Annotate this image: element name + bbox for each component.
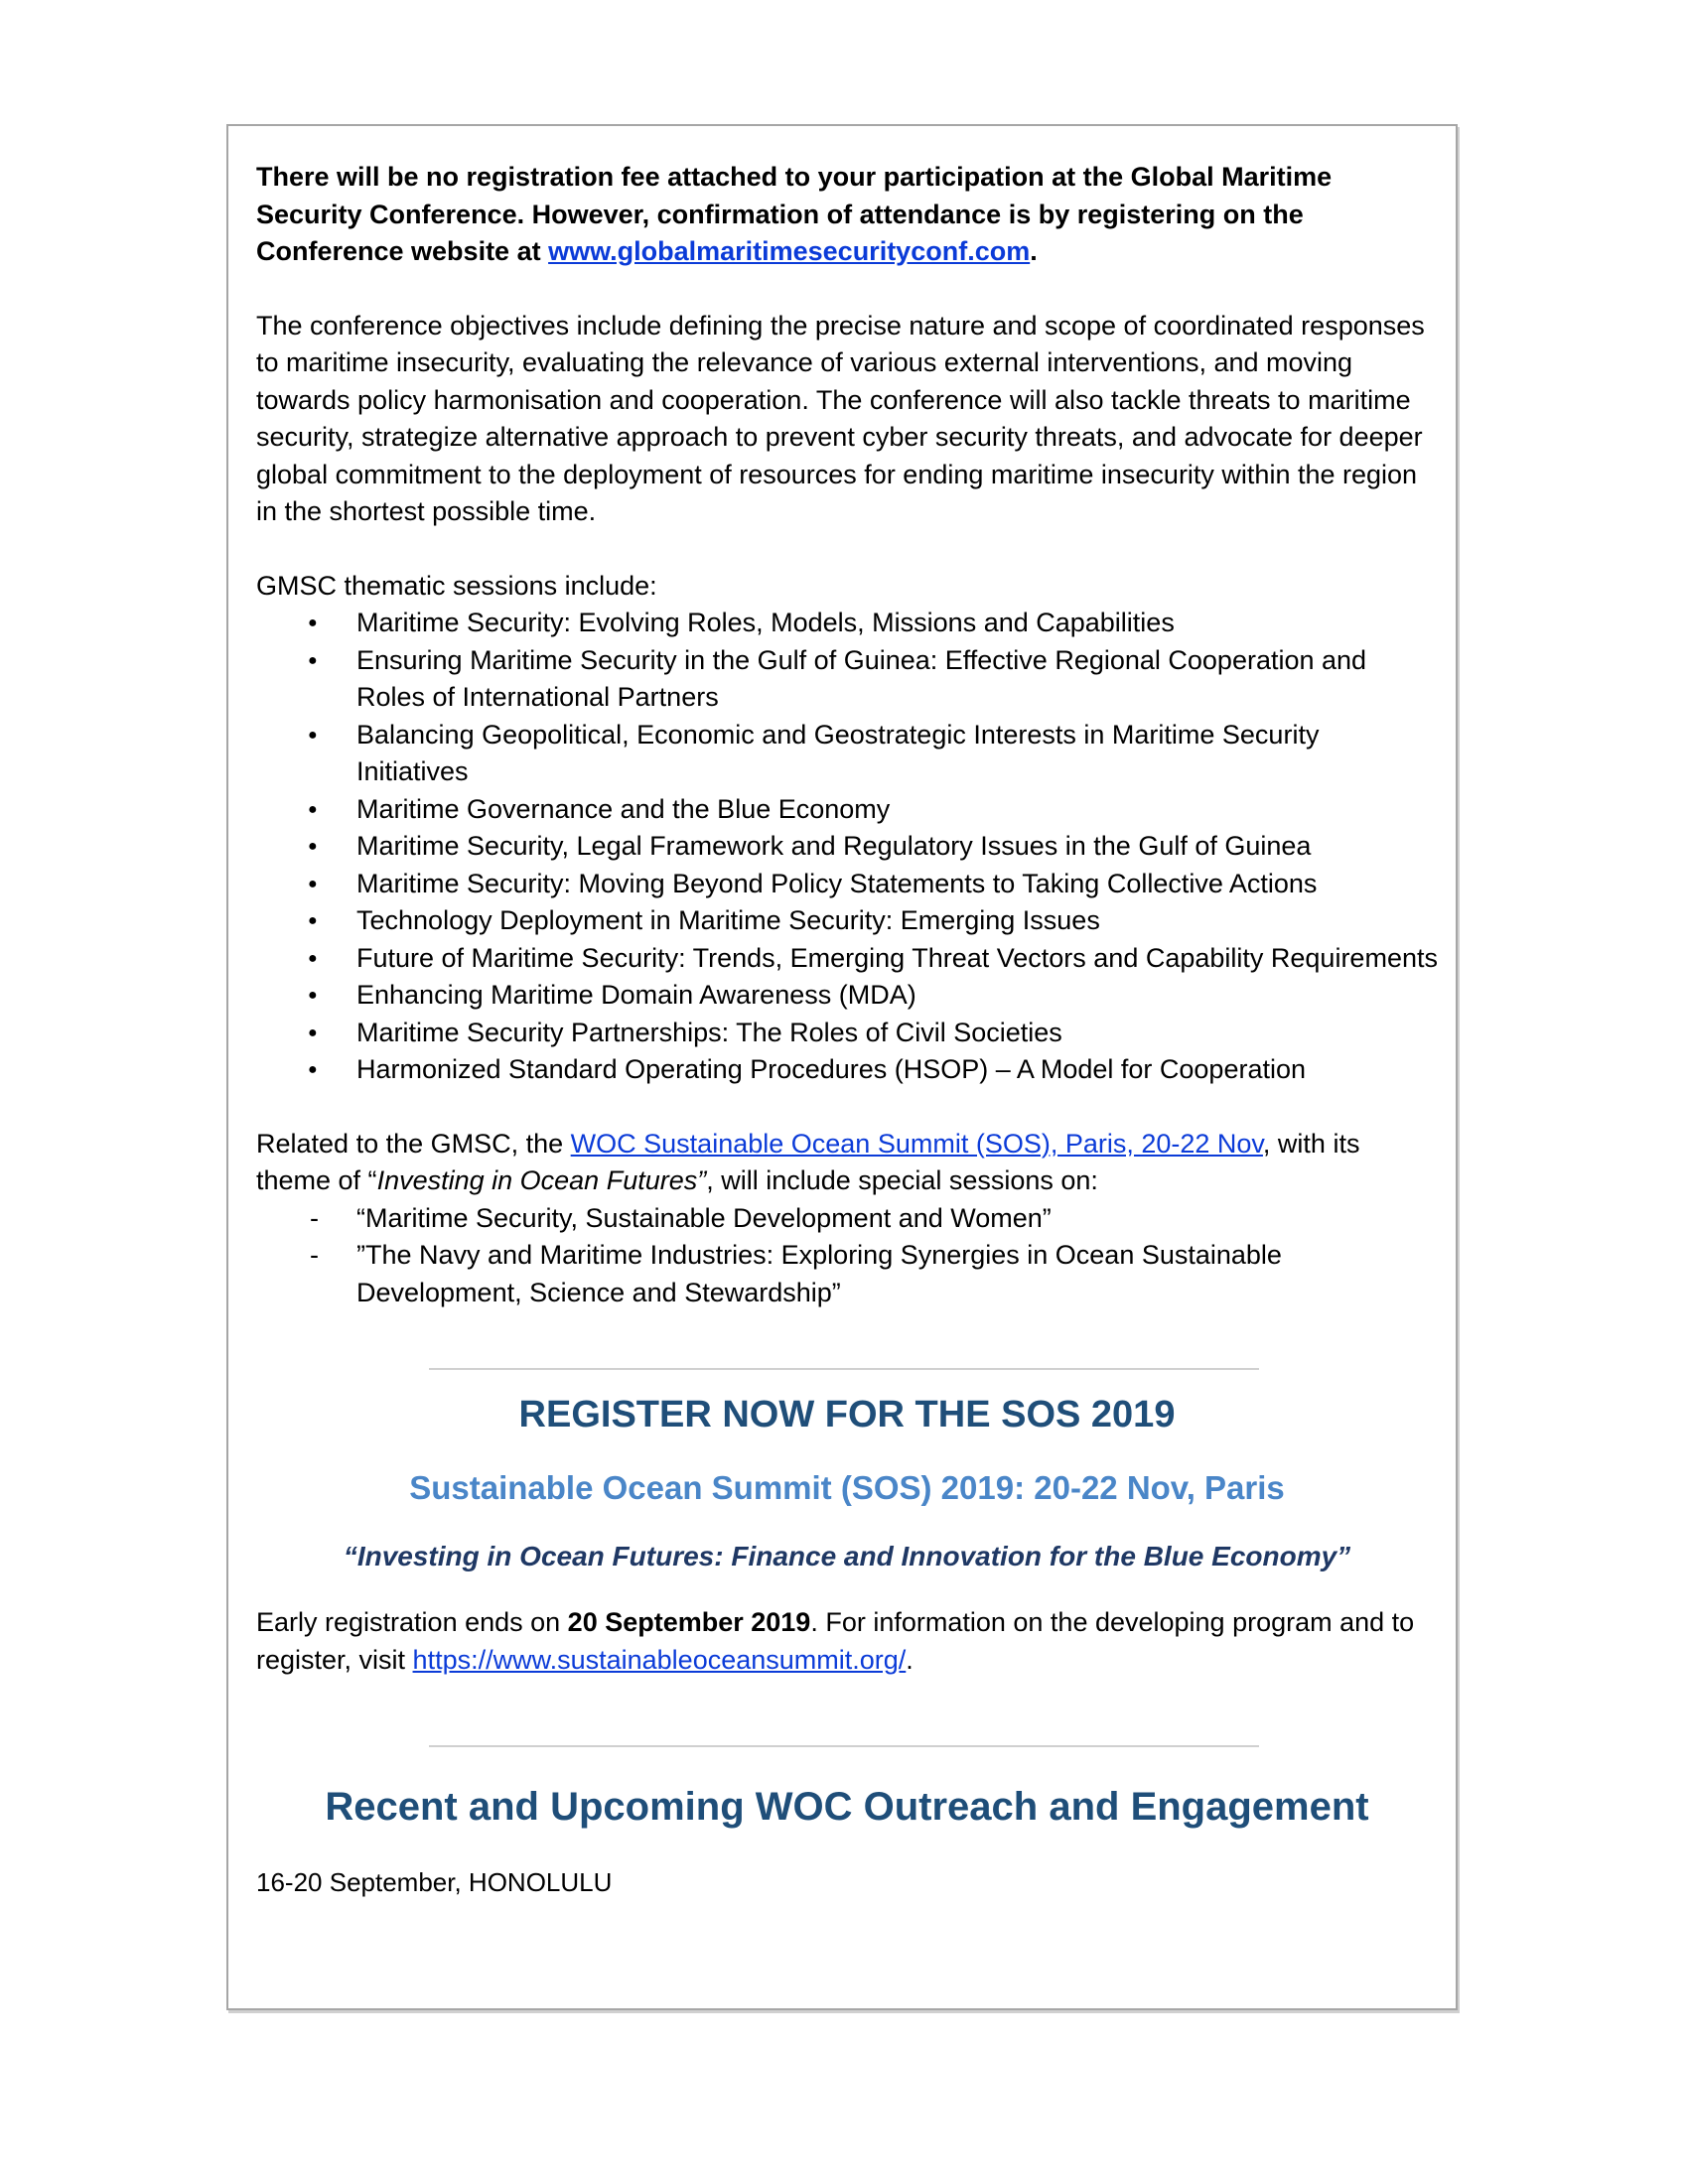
list-item: ● Maritime Security: Evolving Roles, Models, Missions and Capabilities — [256, 605, 1438, 642]
sos-website-link[interactable]: https://www.sustainableoceansummit.org/ — [412, 1644, 907, 1675]
sessions-heading: GMSC thematic sessions include: — [256, 570, 657, 601]
list-item: ● Maritime Security Partnerships: The Roles of Civil Societies — [256, 1015, 1438, 1052]
list-item: ● Maritime Security, Legal Framework and Regulatory Issues in the Gulf of Guinea — [256, 828, 1438, 866]
list-item: - ”The Navy and Maritime Industries: Exploring Synergies in Ocean Sustainable Development, Science and Stewardship” — [256, 1237, 1438, 1311]
register-heading: REGISTER NOW FOR THE SOS 2019 — [518, 1394, 1176, 1435]
sessions-list — [256, 605, 1438, 1089]
special-sessions-list — [256, 1200, 1438, 1312]
list-item: ● Maritime Governance and the Blue Economy — [256, 791, 1438, 829]
list-item: ● Enhancing Maritime Domain Awareness (MDA) — [256, 977, 1438, 1015]
list-item: ● Future of Maritime Security: Trends, Emerging Threat Vectors and Capability Requirements — [256, 940, 1438, 978]
list-item: ● Harmonized Standard Operating Procedures (HSOP) – A Model for Cooperation — [256, 1051, 1438, 1089]
list-item: - “Maritime Security, Sustainable Development and Women” — [256, 1200, 1438, 1238]
newsletter-content — [256, 159, 1438, 1902]
outreach-heading: Recent and Upcoming WOC Outreach and Engagement — [325, 1785, 1369, 1829]
list-item: ● Balancing Geopolitical, Economic and Geostrategic Interests in Maritime Security Initiatives — [256, 717, 1438, 791]
list-item: ● Maritime Security: Moving Beyond Policy Statements to Taking Collective Actions — [256, 866, 1438, 903]
outreach-event: 16-20 September, HONOLULU — [256, 1867, 613, 1897]
conference-website-link[interactable]: www.globalmaritimesecurityconf.com — [548, 236, 1031, 266]
sos-subheading: Sustainable Ocean Summit (SOS) 2019: 20-22 Nov, Paris — [409, 1469, 1285, 1506]
sos-theme-quote: “Investing in Ocean Futures: Finance and Innovation for the Blue Economy” — [343, 1541, 1351, 1571]
registration-paragraph: There will be no registration fee attached to your participation at the Global Maritime Security Conference. However, confirmation of attendance is by registering on the Conference website at www.globalmaritimesecurityconf.com. — [256, 162, 1333, 266]
related-paragraph: Related to the GMSC, the WOC Sustainable Ocean Summit (SOS), Paris, 20-22 Nov, with its theme of “Investing in Ocean Futures”, will include special sessions on: — [256, 1128, 1360, 1195]
list-item: ● Technology Deployment in Maritime Security: Emerging Issues — [256, 902, 1438, 940]
sos-summit-link[interactable]: WOC Sustainable Ocean Summit (SOS), Paris, 20-22 Nov — [570, 1128, 1263, 1159]
list-item: ● Ensuring Maritime Security in the Gulf of Guinea: Effective Regional Cooperation and Roles of International Partners — [256, 642, 1438, 717]
early-registration-paragraph: Early registration ends on 20 September 2019. For information on the developing program and to register, visit https://www.sustainableoceansummit.org/. — [256, 1607, 1415, 1675]
objectives-paragraph: The conference objectives include defining the precise nature and scope of coordinated responses to maritime insecurity, evaluating the relevance of various external interventions, and moving towards policy harmonisation and cooperation. The conference will also tackle threats to maritime security, strategize alternative approach to prevent cyber security threats, and advocate for deeper global commitment to the deployment of resources for ending maritime insecurity within the region in the shortest possible time. — [256, 310, 1425, 526]
